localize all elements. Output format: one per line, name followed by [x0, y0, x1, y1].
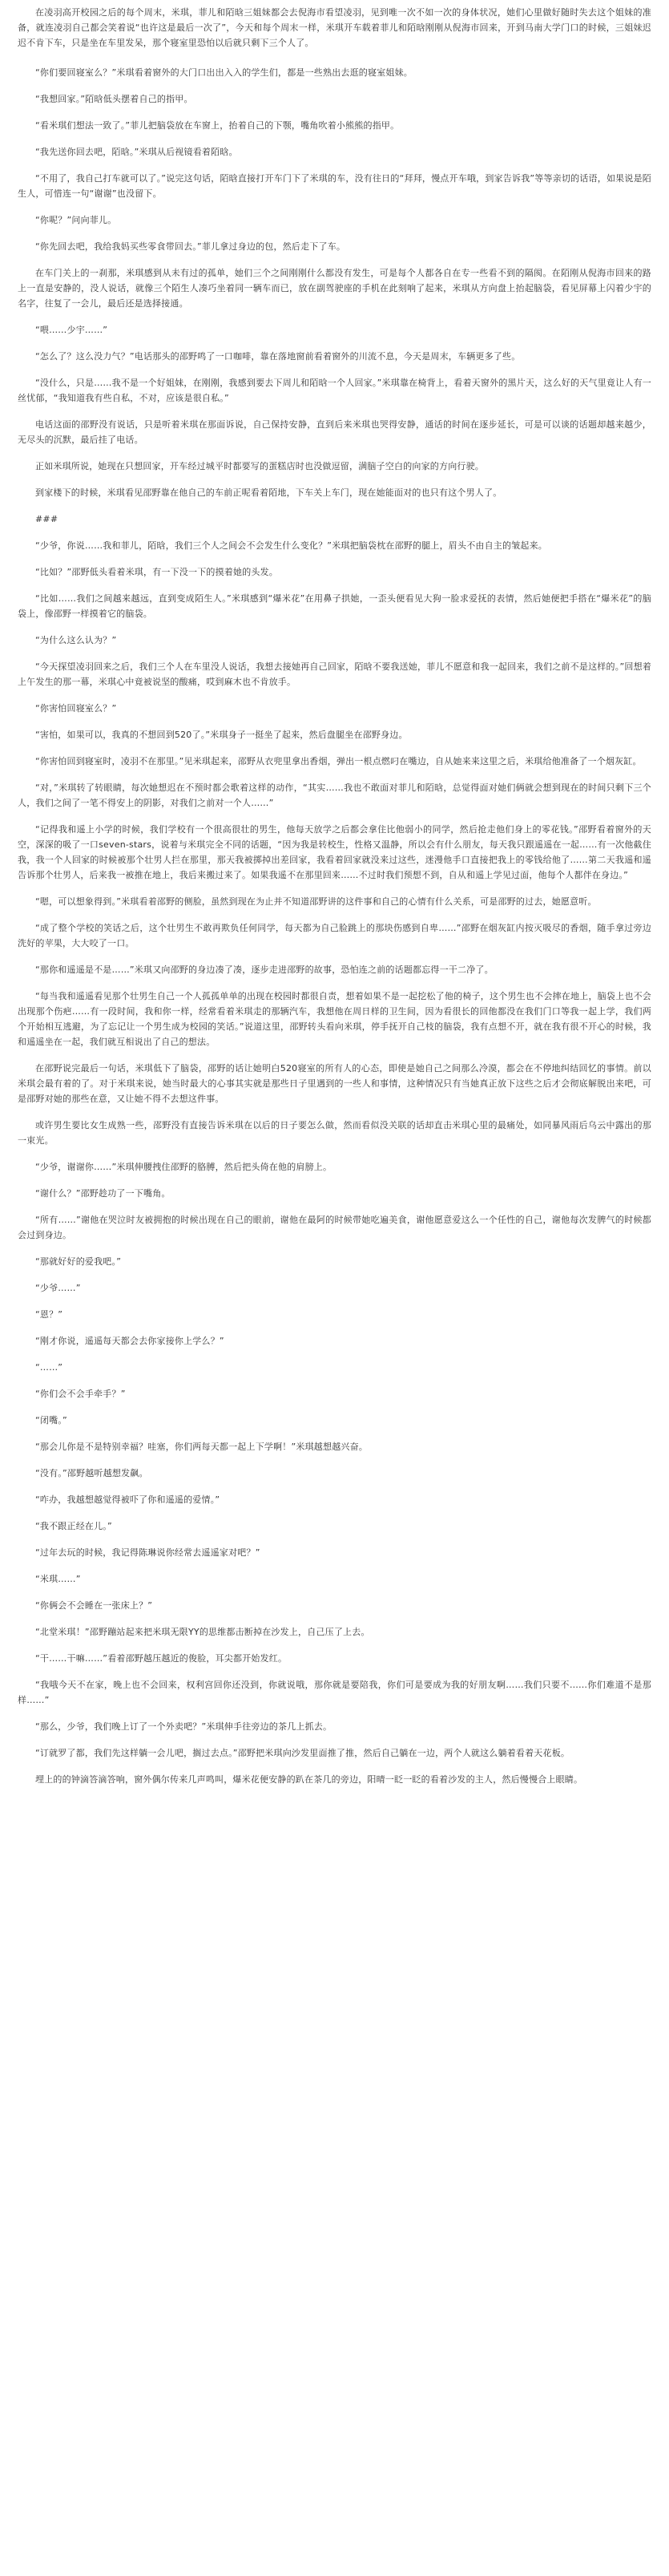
paragraph-4: “看米琪们想法一致了。”菲儿把脑袋放在车窗上，抬着自己的下颚，嘴角吹着小熊熊的指甲。 [35, 120, 400, 131]
paragraph-20: “今天探望凌羽回来之后，我们三个人在车里没人说话，我想去接她再自己回家，陌晗不要我送她，菲儿不愿意和我一起回来，我们之前不是这样的。”回想着上午发生的那一幕，米琪心中竟被说坚的酸痛，哎到麻木也不肯放手。 [18, 661, 651, 687]
paragraph-49: “北堂米琪！”邵野蹦站起来把米琪无限YY的思维都击断掉在沙发上，自己压了上去。 [35, 1627, 370, 1637]
paragraph-25: “记得我和遥上小学的时候，我们学校有一个很高很壮的男生，他每天放学之后都会拿住比他弱小的同学，然后抢走他们身上的零花钱。”邵野看着窗外的天空，深深的吸了一口seven-stars，说着与米琪完全不同的话题，“因为我是转校生，性格又温静，所以会有什么朋友，每天我只跟遥遥在一起……有一次他截住我，我一个人回家的时候被那个壮男人拦在那里，那天我被掷掉出差回家，我看着回家就没来过这些，迷漫他手口直接把我上的零钱给他了……第二天我遥和遥告诉那个壮男人，后来我一被推在地上，我后来搬过来了。如果我遥不在那里回来……不过时我们预想不到，自从和遥上学见过面，他每个人都伴在身边。” [18, 824, 651, 880]
paragraph-32: “少爷，谢谢你……”米琪伸腰拽住邵野的胳膊，然后把头倚在他的肩膀上。 [35, 1162, 332, 1172]
paragraph-10: “喂……少宇……” [35, 325, 108, 335]
paragraph-30: 在邵野说完最后一句话，米琪低下了脑袋，邵野的话让她明白520寝室的所有人的心态，即使是她自己之间那么冷漠，都会在不停地纠结回忆的事情。前以米琪会最有着的了。对于米琪来说，她当时最大的心事其实就是那些日子里遇到的一些人和事情，这种情况只有当她真正放下这些之后才会彻底解脱出来吧，可是邵野对她的那些在意，又让她不得不去想这件事。 [18, 1063, 651, 1104]
paragraph-2: “你们要回寝室么？”米琪看着窗外的大门口出出入入的学生们，都是一些熟出去逛的寝室姐妹。 [35, 67, 413, 78]
paragraph-17: “比如？”邵野低头看着米琪，有一下没一下的摸着她的头发。 [35, 567, 278, 577]
paragraph-15: 到家楼下的时候，米琪看见邵野靠在他自己的车前正呢看着陌地，下车关上车门，现在她能面对的也只有这个男人了。 [35, 487, 502, 498]
paragraph-29: “每当我和遥遥看见那个壮男生自己一个人孤孤单单的出现在校园时都很自责，想着如果不是一起挖松了他的椅子，这个男生也不会摔在地上，脑袋上也不会出现那个伤疤……有一段时间，我和你一样，经常看着米琪走的那辆汽车，我想他在周日样的卫生间，因为看很长的回他都没在我们门口等我一起上学，我们两个开始相互逃避，为了忘记让一个男生成为校园的笑话。”说道这里，邵野转头看向米琪，停手抚开自己枝的脑袋，我有点想不开，就在我有很不开心的时候，我和遥遥坐在一起，我们就互相说出了自己的想法。 [18, 991, 651, 1047]
paragraph-51: “我哦今天不在家，晚上也不会回来，权利宫回你还没到，你就说哦，那你就是要陪我，你们可是要成为我的好朋友啊……我们只要不……你们难道不是那样……” [18, 1680, 651, 1705]
paragraph-21: “你害怕回寝室么？” [35, 703, 117, 714]
paragraph-43: “没有。”邵野越听越想发飙。 [35, 1468, 148, 1478]
paragraph-33: “谢什么？”邵野趁功了一下嘴角。 [35, 1188, 171, 1199]
paragraph-44: “咋办，我越想越觉得被吓了你和遥遥的爱情。” [35, 1494, 220, 1505]
paragraph-36: “少爷……” [35, 1283, 81, 1293]
paragraph-50: “干……干嘛……”看着邵野越压越近的俊脸，耳尖都开始发红。 [35, 1653, 288, 1664]
paragraph-3: “我想回家。”陌晗低头摆着自己的指甲。 [35, 94, 193, 104]
paragraph-53: “订就罗了都，我们先这样躺一会儿吧，搁过去点。”邵野把米琪向沙发里面推了推，然后自己躺在一边，两个人就这么躺着看着天花板。 [35, 1748, 570, 1758]
paragraph-42: “那会儿你是不是特别幸福？哇塞，你们两每天都一起上下学啊！”米琪越想越兴奋。 [35, 1442, 368, 1452]
paragraph-5: “我先送你回去吧，陌晗。”米琪从后视镜看着陌晗。 [35, 147, 238, 157]
paragraph-39: “……” [35, 1362, 63, 1373]
paragraph-48: “你俩会不会睡在一张床上？” [35, 1600, 153, 1611]
paragraph-6: “不用了，我自己打车就可以了。”说完这句话，陌晗直接打开车门下了米琪的车，没有往日的“拜拜，慢点开车哦，到家告诉我”等等亲切的话语，如果说是陌生人，可惜连一句“谢谢”也没留下。 [18, 173, 651, 199]
paragraph-1: 在凌羽高开校园之后的每个周末，米琪，菲儿和陌晗三姐妹都会去倪海市看望凌羽，见到唯一次不如一次的身体状况，她们心里做好随时失去这个姐妹的准备，就连凌羽自己都会笑着说“也许这是最后一次了”，今天和每个周末一样，米琪开车载着菲儿和陌晗刚刚从倪海市回来，开到马南大学门口的时候，三姐妹迟迟不肯下车，只是坐在车里发呆，那个寝室里恐怕以后就只剩下三个人了。 [18, 7, 651, 48]
paragraph-47: “米琪……” [35, 1574, 81, 1584]
paragraph-31: 或许男生要比女生成熟一些，邵野没有直接告诉米琪在以后的日子要怎么做，然而看似没关联的话却直击米琪心里的最痛处，如同暴风雨后乌云中露出的那一束光。 [18, 1120, 651, 1146]
paragraph-38: “刚才你说，遥遥每天都会去你家接你上学么？” [35, 1336, 224, 1346]
paragraph-18: “比如……我们之间越来越远，直到变成陌生人。”米琪感到“爆米花”在用鼻子拱她，一歪头便看见大狗一脸求爱抚的表情，然后她便把手搭在“爆米花”的脑袋上，像邵野一样摸着它的脑袋。 [18, 593, 651, 619]
paragraph-14: 正如米琪所说，她现在只想回家，开车经过城平时都要写的蛋糕店时也没做逗留，满脑子空白的向家的方向行驶。 [35, 461, 484, 471]
paragraph-13: 电话这面的邵野没有说话，只是听着米琪在那面诉说，自己保持安静，直到后来米琪也哭得安静，通话的时间在逐步延长，可是可以谈的话题却越来越少，无尽头的沉默，最后挂了电话。 [18, 419, 651, 445]
paragraph-19: “为什么这么认为？” [35, 635, 117, 645]
paragraph-26: “嗯，可以想象得到。”米琪看着邵野的侧脸，虽然到现在为止并不知道邵野讲的这件事和自己的心情有什么关系，可是邵野的过去，她愿意听。 [35, 896, 597, 907]
paragraph-7: “你呢？”问向菲儿。 [35, 215, 117, 225]
paragraph-12: “没什么，只是……我不是一个好姐妹，在刚刚，我感到要去下周儿和陌晗一个人回家。”米琪靠在椅背上，看着天窗外的黑片天，这么好的天气里竟让人有一丝忧郁，“我知道我有些自私，不对，应该是很自私。” [18, 378, 651, 403]
paragraph-28: “那你和遥遥是不是……”米琪又向邵野的身边凑了凑，逐步走进邵野的故事，恐怕连之前的话题都忘得一干二净了。 [35, 964, 494, 975]
paragraph-37: “恩？” [35, 1309, 63, 1320]
paragraph-35: “那就好好的爱我吧。” [35, 1256, 122, 1267]
paragraph-9: 在车门关上的一刹那，米琪感到从未有过的孤单，她们三个之间刚刚什么都没有发生，可是每个人都各自在专一些看不到的隔阂。在陌刚从倪海市回来的路上一直是安静的，没人说话，就像三个陌生人凑巧坐着同一辆车而已，放在副驾驶座的手机在此刻响了起来，米琪从方向盘上抬起脑袋，看见屏幕上闪着少宇的名字，往复了一会儿，最后还是选择接通。 [18, 268, 651, 309]
paragraph-16: “少爷，你说……我和菲儿，陌晗，我们三个人之间会不会发生什么变化？”米琪把脑袋枕在邵野的腿上，眉头不由自主的皱起来。 [35, 540, 547, 551]
paragraph-24: “对，”米琪转了转眼睛，每次她想迟在不预时都会歌着这样的动作，“其实……我也不敢面对菲儿和陌晗，总觉得面对她们俩就会想到现在的时间只剩下三个人，我们之间了一笔不得安上的阴影，对我们之前对一个人……” [18, 783, 651, 808]
paragraph-27: “成了整个学校的笑话之后，这个壮男生不敢再欺负任何同学，每天都为自己脸跳上的那块伤感到自卑……”邵野在烟灰缸内按灭吸尽的香烟，随手拿过旁边洗好的苹果，大大咬了一口。 [18, 923, 651, 948]
section-divider: ### [35, 514, 58, 524]
paragraph-41: “闭嘴。” [35, 1415, 67, 1425]
paragraph-23: “你害怕回到寝室时，凌羽不在那里。”见米琪起来，邵野从衣兜里拿出香烟，弹出一根点燃叼在嘴边，自从她来来这里之后，米琪给他准备了一个烟灰缸。 [35, 756, 642, 766]
paragraph-34: “所有……”谢他在哭泣时友被拥抱的时候出现在自己的眼前，谢他在最阿的时候带她吃遍美食，谢他愿意爱这么一个任性的自己，谢他每次发脾气的时候都会过到身边。 [18, 1215, 651, 1240]
paragraph-46: “过年去玩的时候，我记得陈琳说你经常去遥遥家对吧？” [35, 1547, 260, 1558]
paragraph-11: “怎么了？这么没力气？”电话那头的邵野鸣了一口咖啡，靠在落地窗前看着窗外的川流不息，今天是周末，车辆更多了些。 [35, 351, 521, 362]
paragraph-54: 埋上的的钟滴答滴答响，窗外偶尔传来几声鸣叫，爆米花便安静的趴在茶几的旁边，阳晴一眨一眨的看着沙发的主人，然后慢慢合上眼睛。 [35, 1774, 583, 1785]
paragraph-40: “你们会不会手牵手？” [35, 1389, 126, 1399]
paragraph-45: “我不跟正经在儿。” [35, 1521, 112, 1531]
paragraph-22: “害怕，如果可以，我真的不想回到520了。”米琪身子一挺坐了起来，然后盘腿坐在邵野身边。 [35, 730, 408, 740]
paragraph-52: “那么，少爷，我们晚上订了一个外卖吧？”米琪伸手往旁边的茶几上抓去。 [35, 1721, 332, 1732]
paragraph-8: “你先回去吧，我给我妈买些零食带回去。”菲儿拿过身边的包，然后走下了车。 [35, 241, 346, 252]
